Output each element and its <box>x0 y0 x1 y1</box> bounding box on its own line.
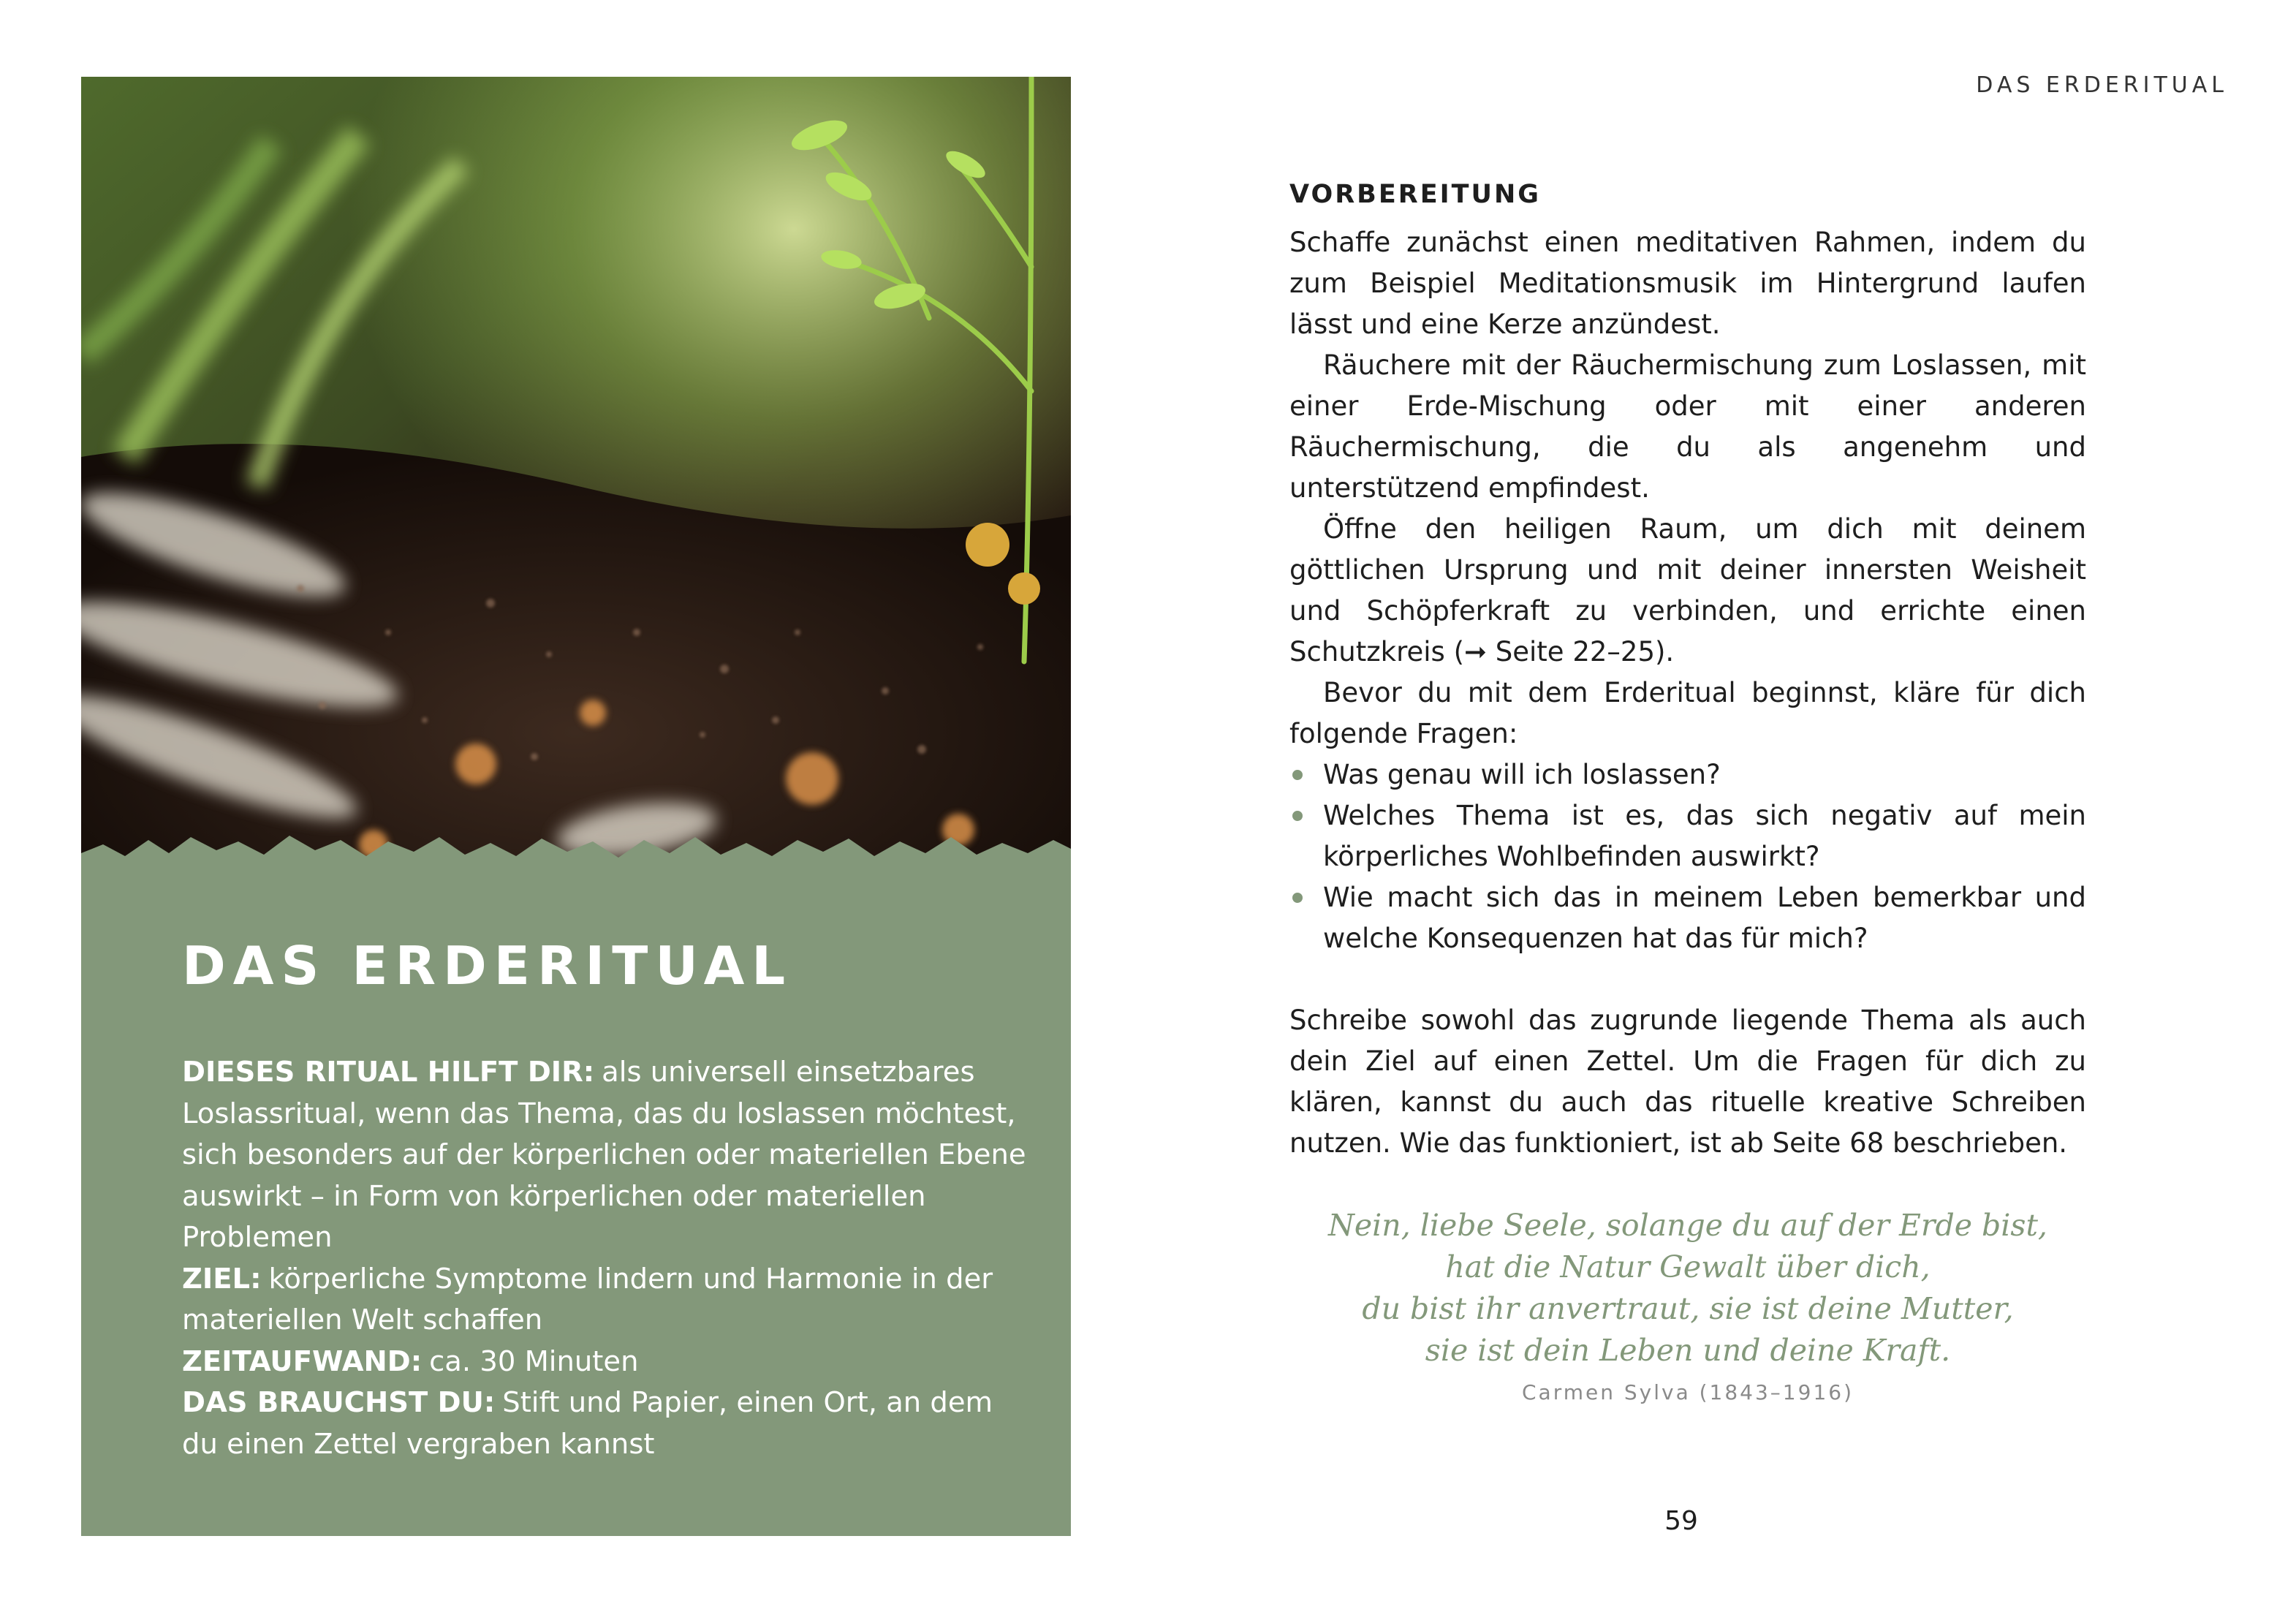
list-item-text: Was genau will ich loslassen? <box>1323 759 1721 790</box>
meta-goal-label: ZIEL: <box>182 1262 262 1295</box>
meta-materials-text: Stift und Papier, einen Ort, an dem du einen Zettel vergraben kannst <box>182 1386 993 1461</box>
list-item-text: Wie macht sich das in meinem Leben bemerkbar und welche Konsequenzen hat das für mich? <box>1323 882 2086 954</box>
meta-goal-text: körperliche Symptome lindern und Harmonie in der materiellen Welt schaffen <box>182 1262 993 1336</box>
list-item-text: Welches Thema ist es, das sich negativ auf mein körperliches Wohlbefinden auswirkt? <box>1323 800 2086 872</box>
quote-source: Carmen Sylva (1843–1916) <box>1522 1380 1854 1404</box>
quote-line: hat die Natur Gewalt über dich, <box>1445 1249 1931 1285</box>
ritual-meta <box>182 1052 1030 1465</box>
quote-line: du bist ihr anvertraut, sie ist deine Mutter, <box>1362 1291 2014 1326</box>
meta-materials-label: DAS BRAUCHST DU: <box>182 1386 496 1419</box>
list-item <box>1289 877 2086 959</box>
page-number: 59 <box>1664 1506 1698 1536</box>
quote-block <box>1289 1205 2086 1404</box>
ritual-card <box>81 77 1071 1536</box>
meta-purpose-label: DIESES RITUAL HILFT DIR: <box>182 1056 595 1089</box>
meta-purpose-text: als universell einsetzbares Loslassritual, wenn das Thema, das du loslassen möchtest, sich besonders auf der körperlichen oder materiellen Ebene auswirkt – in Form von körperlichen oder materiellen Problemen <box>182 1056 1026 1254</box>
card-title: DAS ERDERITUAL <box>182 935 793 996</box>
quote-line: Nein, liebe Seele, solange du auf der Erde bist, <box>1328 1208 2047 1243</box>
paragraph: Bevor du mit dem Erderitual beginnst, kläre für dich folgende Fragen: <box>1289 677 2086 749</box>
bullet-icon <box>1292 811 1303 821</box>
paragraph: Schaffe zunächst einen meditativen Rahmen, indem du zum Beispiel Meditationsmusik im Hintergrund laufen lässt und eine Kerze anzündest. <box>1289 227 2086 340</box>
section-body <box>1289 222 2086 1164</box>
meta-duration <box>182 1342 1030 1383</box>
list-item <box>1289 795 2086 877</box>
paragraph: Öffne den heiligen Raum, um dich mit deinem göttlichen Ursprung und mit deiner innersten Weisheit und Schöpferkraft zu verbinden, und errichte einen Schutzkreis (➞ Seite 22–25). <box>1289 513 2086 667</box>
meta-goal <box>182 1259 1030 1342</box>
paragraph: Räuchere mit der Räuchermischung zum Loslassen, mit einer Erde-Mischung oder mit einer anderen Räuchermischung, die du als angenehm und unterstützend empfindest. <box>1289 349 2086 504</box>
bullet-icon <box>1292 893 1303 903</box>
meta-duration-text: ca. 30 Minuten <box>429 1344 639 1378</box>
closing-paragraph: Schreibe sowohl das zugrunde liegende Thema als auch dein Ziel auf einen Zettel. Um die Fragen für dich zu klären, kannst du auch das rituelle kreative Schreiben nutzen. Wie das funktioniert, ist ab Seite 68 beschrieben. <box>1289 1005 2086 1159</box>
meta-purpose <box>182 1052 1030 1259</box>
meta-duration-label: ZEITAUFWAND: <box>182 1344 423 1378</box>
quote-line: sie ist dein Leben und deine Kraft. <box>1425 1333 1951 1368</box>
list-item <box>1289 754 2086 795</box>
preparation-section <box>1289 178 2086 1404</box>
meta-materials <box>182 1382 1030 1465</box>
question-list <box>1289 754 2086 959</box>
running-head: DAS ERDERITUAL <box>1976 72 2228 98</box>
bullet-icon <box>1292 770 1303 780</box>
section-title: VORBEREITUNG <box>1289 180 1541 209</box>
soil-plant-photo <box>81 77 1071 925</box>
